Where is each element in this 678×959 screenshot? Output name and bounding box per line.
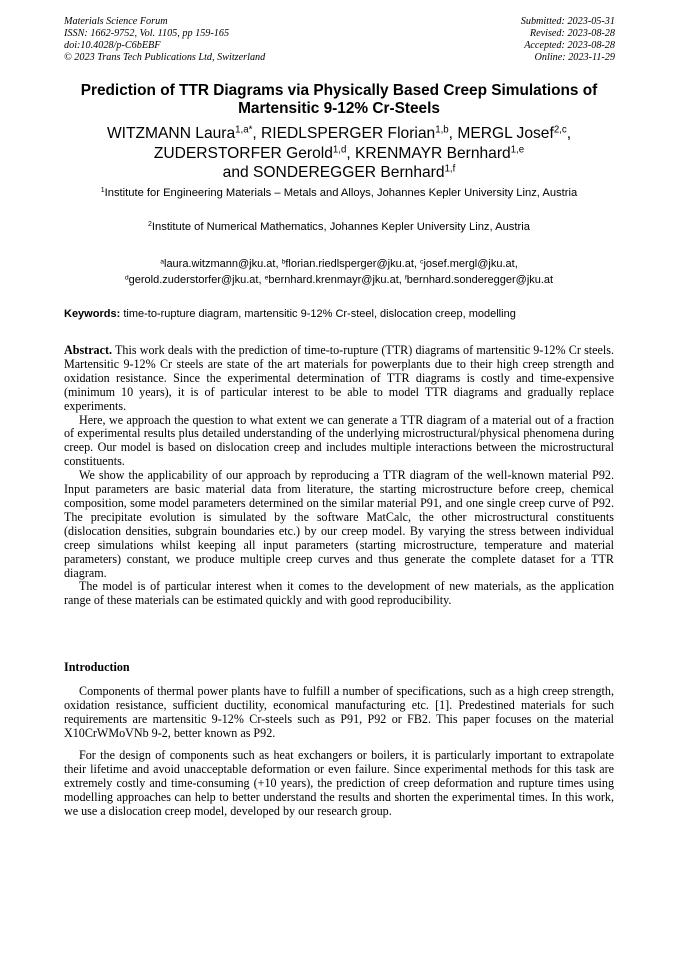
abstract-paragraph: The model is of particular interest when it comes to the development of new materials, as the application range of these materials can be estimated quickly and with good reproducibility. bbox=[64, 579, 614, 608]
author: RIEDLSPERGER Florian$^{1,b}$, bbox=[261, 124, 458, 142]
abstract-paragraph: Here, we approach the question to what extent we can generate a TTR diagram of a material out of a fraction of experimental results plus detailed understanding of the underlying microstructural/physical phenomena during creep. Our model is based on dislocation creep and includes multiple interactions between the microstructural constituents. bbox=[64, 412, 614, 469]
author: ZUDERSTORFER Gerold$^{1,d}$, bbox=[153, 144, 356, 162]
authors-and: and bbox=[222, 164, 254, 181]
abstract-paragraph: Abstract. This work deals with the prediction of time-to-rupture (TTR) diagrams of martensitic 9-12% Cr steels. Martensitic 9-12% Cr steels are state of the art materials for powerplants due to their high creep strength and oxidation resistance. Since the experimental determination of TTR diagrams is costly and time-expensive (minimum 10 years), it is of particular interest to be able to model TTR diagrams and gradually replace experiments. bbox=[64, 343, 614, 413]
email[interactable]: $^c$josef.mergl@jku.at bbox=[420, 258, 515, 270]
author: and SONDEREGGER Bernhard$^{1,f}$ bbox=[222, 163, 456, 181]
journal-name: Materials Science Forum bbox=[64, 16, 168, 27]
journal-info bbox=[64, 16, 364, 64]
email[interactable]: $^a$laura.witzmann@jku.at bbox=[160, 258, 276, 270]
author-list bbox=[40, 124, 638, 183]
introduction-paragraph: For the design of components such as heat exchangers or boilers, it is particularly important to extrapolate their lifetime and avoid unacceptable deformation or even failure. Since experimental methods for this task are extremely costly and time-consuming (+10 years), the prediction of creep deformation and rupture times using modelling approaches can help to better understand the results and shorten the experimental times. In this work, we use a dislocation creep model, developed by our research group. bbox=[64, 748, 614, 818]
author: MERGL Josef$^{2,c}$, bbox=[457, 124, 572, 142]
abstract-paragraph: We show the applicability of our approach by reproducing a TTR diagram of the well-known material P92. Input parameters are basic material data from literature, the starting microstructure before creep, chemical composition, some model parameters determined on the similar material P91, and one single creep curve of P92. The precipitate evolution is simulated by the software MatCalc, the other microstructural constituents (dislocation densities, subgrain boundaries etc.) by our creep model. By varying the stress between individual creep simulations whilst keeping all input parameters (starting microstructure, temperature and material parameters) constant, we produce multiple creep curves and thus generate the complete dataset for a TTR diagram. bbox=[64, 468, 614, 580]
keywords-label: Keywords: bbox=[64, 308, 121, 320]
author: WITZMANN Laura$^{1,a*}$, bbox=[106, 124, 262, 142]
accepted-date: Accepted: 2023-08-28 bbox=[524, 40, 615, 51]
keywords-text: time-to-rupture diagram, martensitic 9-12% Cr-steel, dislocation creep, modelling bbox=[123, 308, 516, 320]
email[interactable]: $^e$bernhard.krenmayr@jku.at bbox=[264, 274, 399, 286]
abstract-label: Abstract. bbox=[64, 343, 113, 357]
copyright: © 2023 Trans Tech Publications Ltd, Switzerland bbox=[64, 52, 266, 63]
email[interactable]: $^f$bernhard.sonderegger@jku.at bbox=[404, 274, 554, 286]
introduction-paragraph: Components of thermal power plants have to fulfill a number of specifications, such as a high creep strength, oxidation resistance, sufficient ductility, economical manufacturing etc. [1]. Predestined materials for such requirements are martensitic 9-12% Cr-steels such as P91, P92 or FB2. This paper focuses on the material X10CrWMoVNb 9-2, better known as P92. bbox=[64, 684, 614, 740]
abstract bbox=[64, 344, 614, 608]
affiliation-1: $^1$Institute for Engineering Materials – Metals and Alloys, Johannes Kepler University Linz, Austria bbox=[100, 187, 578, 199]
email[interactable]: $^b$florian.riedlsperger@jku.at bbox=[281, 258, 414, 270]
email[interactable]: $^d$gerold.zuderstorfer@jku.at bbox=[124, 274, 259, 286]
issn-line: ISSN: 1662-9752, Vol. 1105, pp 159-165 bbox=[64, 28, 230, 39]
revised-date: Revised: 2023-08-28 bbox=[529, 28, 615, 39]
paper-title: Prediction of TTR Diagrams via Physically Based Creep Simulations of Martensitic 9-12% Cr-Steels bbox=[80, 82, 598, 117]
affiliation-2: $^2$Institute of Numerical Mathematics, Johannes Kepler University Linz, Austria bbox=[148, 221, 530, 233]
introduction-body bbox=[64, 685, 614, 819]
author-emails: $^a$laura.witzmann@jku.at, $^b$florian.riedlsperger@jku.at, $^c$josef.mergl@jku.at, $^d$gerold.zuderstorfer@jku.at, $^e$bernhard.krenmayr@jku.at, $^f$bernhard.sonderegger@jku.at bbox=[124, 258, 554, 286]
submitted-date: Submitted: 2023-05-31 bbox=[520, 16, 615, 27]
online-date: Online: 2023-11-29 bbox=[534, 52, 615, 63]
doi: doi:10.4028/p-C6bEBF bbox=[64, 40, 161, 51]
section-heading-introduction: Introduction bbox=[64, 660, 130, 674]
author: KRENMAYR Bernhard$^{1,e}$ bbox=[355, 144, 525, 162]
publication-dates bbox=[415, 16, 615, 64]
keywords bbox=[64, 307, 624, 321]
